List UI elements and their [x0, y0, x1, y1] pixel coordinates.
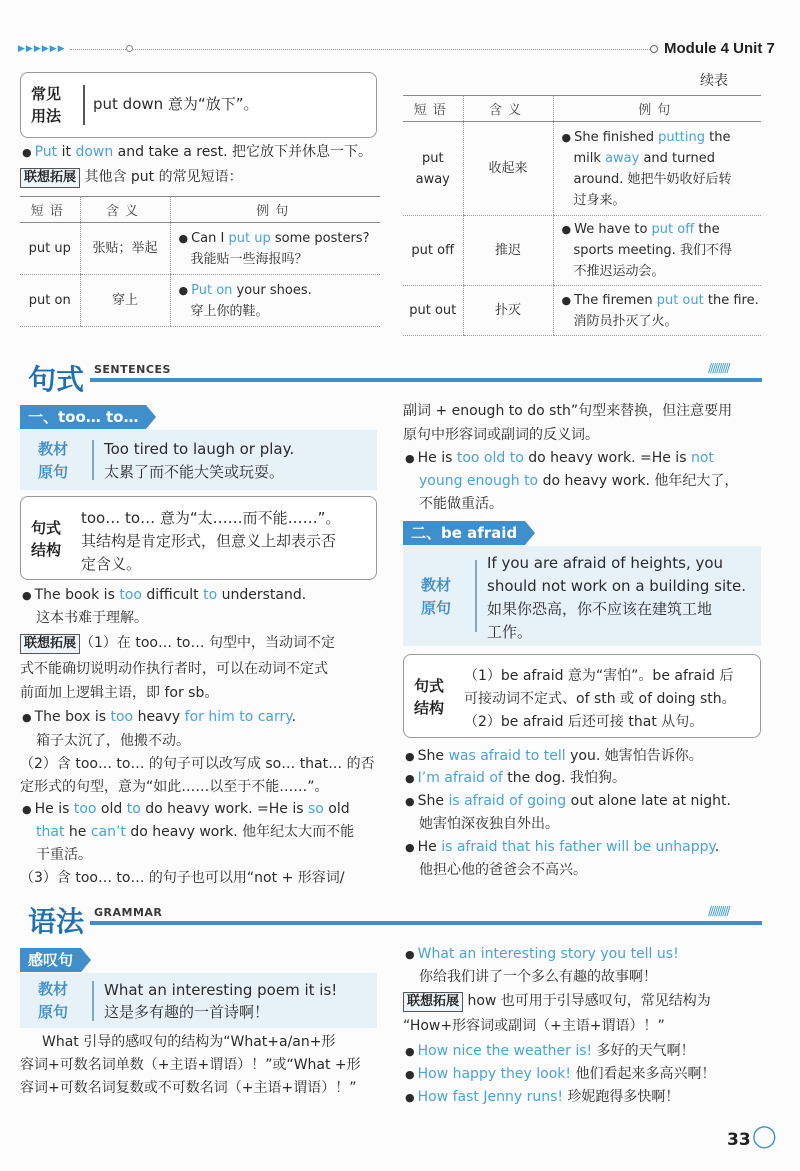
- source-divider: [92, 440, 94, 480]
- section-tab-too-to: 一、too… to…: [20, 405, 146, 429]
- sentences-heading-en: SENTENCES: [94, 363, 171, 376]
- example-line: ● How happy they look! 他们看起来多高兴啊！: [405, 1063, 715, 1086]
- example-line: that he can’t do heavy work. 他年纪太大而不能: [36, 824, 355, 840]
- phrase-table-left: [20, 196, 380, 327]
- col-phrase: 短语: [20, 197, 80, 223]
- text-line: 前面加上逻辑主语，即 for sb。: [20, 685, 219, 701]
- page-number: 33: [727, 1130, 751, 1150]
- usage-example: ● Put it down and take a rest. 把它放下并休息一下。: [22, 141, 372, 164]
- example-cn: 这本书难于理解。: [36, 610, 148, 626]
- grammar-heading: 语法: [28, 905, 85, 938]
- expand-tag: 联想拓展: [403, 992, 463, 1012]
- example-cn: 你给我们讲了一个多么有趣的故事啊！: [419, 969, 657, 985]
- expand-tag: 联想拓展: [20, 168, 80, 188]
- sentences-bar: [90, 378, 762, 382]
- table-row: put off 推迟 ● We have to put off the sports meeting. 我们不得 不推迟运动会。: [403, 216, 761, 286]
- table-row: put on 穿上 ● Put on your shoes. 穿上你的鞋。: [20, 275, 380, 327]
- example-cn: 她害怕深夜独自外出。: [419, 816, 559, 832]
- source-divider: [475, 560, 477, 632]
- example-line: ● How fast Jenny runs! 珍妮跑得多快啊！: [405, 1086, 679, 1109]
- source-panel: 教材 原句 What an interesting poem it is! 这是多有趣的一首诗啊！: [20, 973, 377, 1028]
- source-divider: [92, 981, 94, 1021]
- table-row: put up 张贴；举起 ● Can I put up some posters? 我能贴一些海报吗？: [20, 223, 380, 275]
- example-line: ● She is afraid of going out alone late at night.: [405, 790, 731, 813]
- source-panel: [20, 430, 377, 490]
- phrase-table-right: [403, 95, 761, 336]
- source-label: 教材 原句: [421, 576, 452, 617]
- example-line: ● He is too old to do heavy work. =He is so old: [22, 798, 350, 821]
- example-cn: 不能做重活。: [419, 496, 503, 512]
- text-line: What 引导的感叹句的结构为“What+a/an+形: [42, 1034, 336, 1050]
- example-cn: 他担心他的爸爸会不高兴。: [419, 862, 587, 878]
- grammar-heading-en: GRAMMAR: [94, 906, 163, 919]
- text-line: 副词 + enough to do sth”句型来替换，但注意要用: [403, 403, 733, 419]
- decor-slashes: //////////: [708, 361, 729, 375]
- example-line: ● How nice the weather is! 多好的天气啊！: [405, 1040, 695, 1063]
- col-meaning: 含义: [463, 96, 553, 122]
- structure-label: 句式 结构: [31, 519, 62, 559]
- table-row: put away 收起来 ● She finished putting the milk away and turned around. 她把牛奶收好后转 过身来。: [403, 122, 761, 216]
- source-label: 教材 原句: [38, 440, 69, 481]
- example-line: ● I’m afraid of the dog. 我怕狗。: [405, 767, 626, 790]
- source-cn: 太累了而不能大笑或玩耍。: [104, 463, 285, 481]
- source-panel: 教材 原句 If you are afraid of heights, you should not work on a building site. 如果你恐高，你不应该在建筑工地 工作。: [403, 546, 761, 646]
- structure-box: 句式 结构 （1）be afraid 意为“害怕”。be afraid 后 可接动词不定式、of sth 或 of doing sth。 （2）be afraid 后还可接 that 从句。: [403, 654, 761, 738]
- structure-box: 句式 结构 too… to… 意为“太……而不能……”。 其结构是肯定形式，但意义上却表示否 定含义。: [20, 496, 377, 580]
- text-line: “How+形容词或副词（+主语+谓语）！”: [403, 1018, 665, 1034]
- continued-label: 续表: [700, 73, 728, 89]
- expand-line: 联想拓展 （1）在 too… to… 句型中，当动词不定: [20, 632, 335, 655]
- section-tab-be-afraid: 二、be afraid: [403, 521, 525, 545]
- example-cn: 干重活。: [36, 847, 92, 863]
- example-cn: 箱子太沉了，他搬不动。: [36, 733, 190, 749]
- expand-line: 联想拓展 其他含 put 的常见短语：: [20, 166, 243, 189]
- page-title: Module 4 Unit 7: [650, 40, 775, 57]
- header-dot: [126, 45, 133, 52]
- source-label: 教材 原句: [38, 980, 69, 1021]
- lightbulb-icon: ◯: [752, 1124, 777, 1149]
- text-line: （2）含 too… to… 的句子可以改写成 so… that… 的否: [20, 756, 375, 772]
- example-line: ● The box is too heavy for him to carry.: [22, 706, 296, 729]
- expand-tag: 联想拓展: [20, 634, 80, 654]
- text-line: 容词+可数名词复数或不可数名词（+主语+谓语）！”: [20, 1080, 357, 1096]
- example-line: ● She was afraid to tell you. 她害怕告诉你。: [405, 745, 703, 768]
- usage-text: put down 意为“放下”。: [93, 95, 259, 113]
- usage-label: 常见 用法: [31, 85, 62, 125]
- example-line: ● The book is too difficult to understand.: [22, 584, 306, 607]
- grammar-bar: [90, 921, 762, 925]
- header-arrows: ▶▶▶▶▶▶: [18, 44, 66, 54]
- example-line: ● He is too old to do heavy work. =He is not: [405, 447, 714, 470]
- col-example: 例句: [553, 96, 761, 122]
- text-line: 容词+可数名词单数（+主语+谓语）！”或“What +形: [20, 1057, 361, 1073]
- text-line: 式不能确切说明动作执行者时，可以在动词不定式: [20, 661, 328, 677]
- example-line: young enough to do heavy work. 他年纪大了，: [419, 473, 739, 489]
- section-tab-exclamation: 感叹句: [20, 948, 81, 972]
- example-line: ● What an interesting story you tell us!: [405, 943, 679, 966]
- structure-label: 句式 结构: [414, 677, 445, 717]
- table-row: put out 扑灭 ● The firemen put out the fire. 消防员扑灭了火。: [403, 286, 761, 336]
- col-phrase: 短语: [403, 96, 463, 122]
- text-line: 定形式的句型，意为“如此……以至于不能……”。: [20, 779, 329, 795]
- expand-line: 联想拓展 how 也可用于引导感叹句，常见结构为: [403, 990, 711, 1013]
- col-example: 例句: [170, 197, 380, 223]
- source-en: Too tired to laugh or play.: [104, 440, 295, 458]
- example-line: ● He is afraid that his father will be unhappy.: [405, 836, 719, 859]
- sentences-heading: 句式: [28, 363, 85, 396]
- usage-box: [20, 72, 377, 138]
- text-line: 原句中形容词或副词的反义词。: [403, 427, 599, 443]
- header-divider: [70, 49, 650, 50]
- decor-slashes: //////////: [708, 904, 729, 918]
- text-line: （3）含 too… to… 的句子也可以用“not + 形容词/: [20, 870, 345, 886]
- usage-divider: [83, 85, 85, 125]
- col-meaning: 含义: [80, 197, 170, 223]
